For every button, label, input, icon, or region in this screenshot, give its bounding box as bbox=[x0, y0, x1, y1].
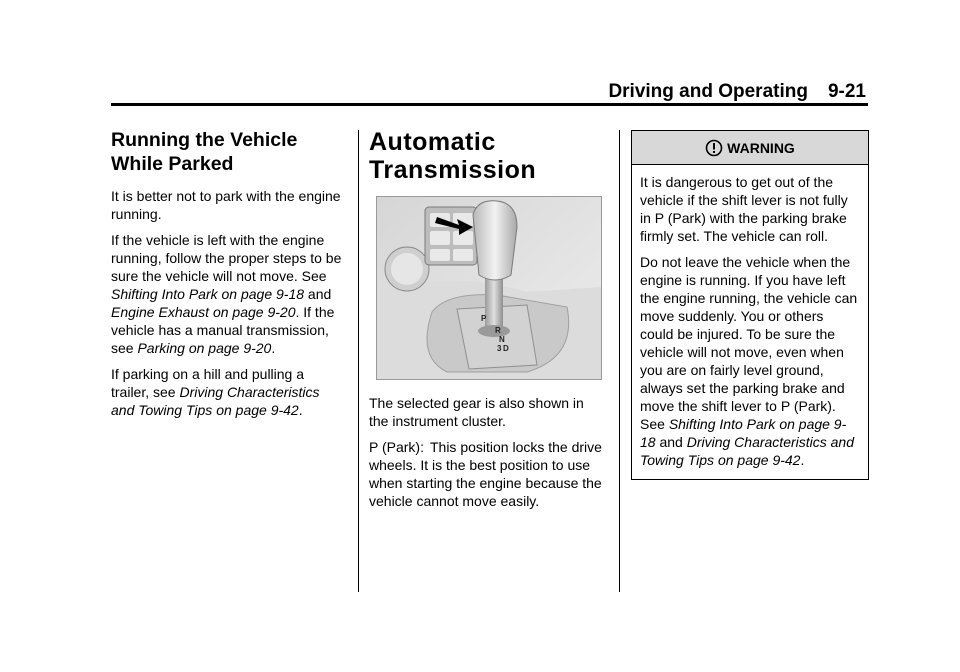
cross-reference: Driving Characteristics and Towing Tips on page 9-42 bbox=[640, 434, 855, 468]
paragraph: It is better not to park with the engine running. bbox=[111, 188, 341, 222]
paragraph: If the vehicle is left with the engine running, follow the proper steps to be sure the vehicle will not move. See Shifting Into Park on page 9-18 and Engine Exhaust on page 9-20. If the vehicle has a manual transmission, see Parking on page 9-20. bbox=[111, 232, 342, 356]
gate-label-n: N bbox=[499, 335, 505, 344]
page-header bbox=[560, 81, 866, 103]
shift-lever-illustration bbox=[377, 197, 601, 379]
warning-header bbox=[632, 131, 868, 165]
gate-label-3: 3 bbox=[497, 344, 502, 353]
definition-term: P (Park): bbox=[369, 439, 424, 455]
section-heading-automatic-transmission: Automatic Transmission bbox=[369, 128, 537, 184]
page-number: 9-21 bbox=[827, 81, 866, 102]
paragraph: P (Park): This position locks the drive wheels. It is the best position to use when starting the engine because the vehicle cannot move easily. bbox=[369, 439, 602, 509]
gate-label-d: D bbox=[503, 344, 509, 353]
column-divider-2 bbox=[619, 130, 620, 592]
shift-lever-photo bbox=[376, 196, 602, 380]
paragraph: The selected gear is also shown in the instrument cluster. bbox=[369, 395, 584, 429]
warning-title: WARNING bbox=[727, 139, 795, 156]
paragraph: If parking on a hill and pulling a trailer, see Driving Characteristics and Towing Tips on page 9-42. bbox=[111, 366, 320, 418]
warning-box bbox=[631, 130, 869, 480]
section-heading-running-parked: Running the Vehicle While Parked bbox=[111, 129, 298, 175]
warning-body bbox=[632, 165, 868, 479]
paragraph: Do not leave the vehicle when the engine is running. If you have left the engine running, the vehicle can move suddenly. You or others could be injured. To be sure the vehicle will not move, even when you are on fairly level ground, always set the parking brake and move the shift lever to P (Park). See Shifting Into Park on page 9-18 and Driving Characteristics and Towing Tips on page 9-42. bbox=[640, 254, 858, 468]
paragraph: It is dangerous to get out of the vehicle if the shift lever is not fully in P (Park) with the parking brake firmly set. The vehicle can roll. bbox=[640, 174, 848, 244]
column-1 bbox=[111, 128, 343, 427]
cross-reference: Driving Characteristics and Towing Tips on page 9-42 bbox=[111, 384, 320, 418]
section-title: Driving and Operating bbox=[608, 81, 808, 102]
gate-label-p: P bbox=[481, 314, 487, 323]
column-divider-1 bbox=[358, 130, 359, 592]
column-2 bbox=[369, 128, 605, 518]
header-rule bbox=[111, 103, 868, 106]
warning-icon bbox=[705, 139, 723, 157]
cross-reference: Parking on page 9-20 bbox=[137, 340, 272, 356]
gate-label-r: R bbox=[495, 326, 501, 335]
cross-reference: Shifting Into Park on page 9-18 bbox=[640, 416, 847, 450]
cross-reference: Engine Exhaust on page 9-20 bbox=[111, 304, 296, 320]
column-3 bbox=[631, 128, 869, 480]
cross-reference: Shifting Into Park on page 9-18 bbox=[111, 286, 305, 302]
